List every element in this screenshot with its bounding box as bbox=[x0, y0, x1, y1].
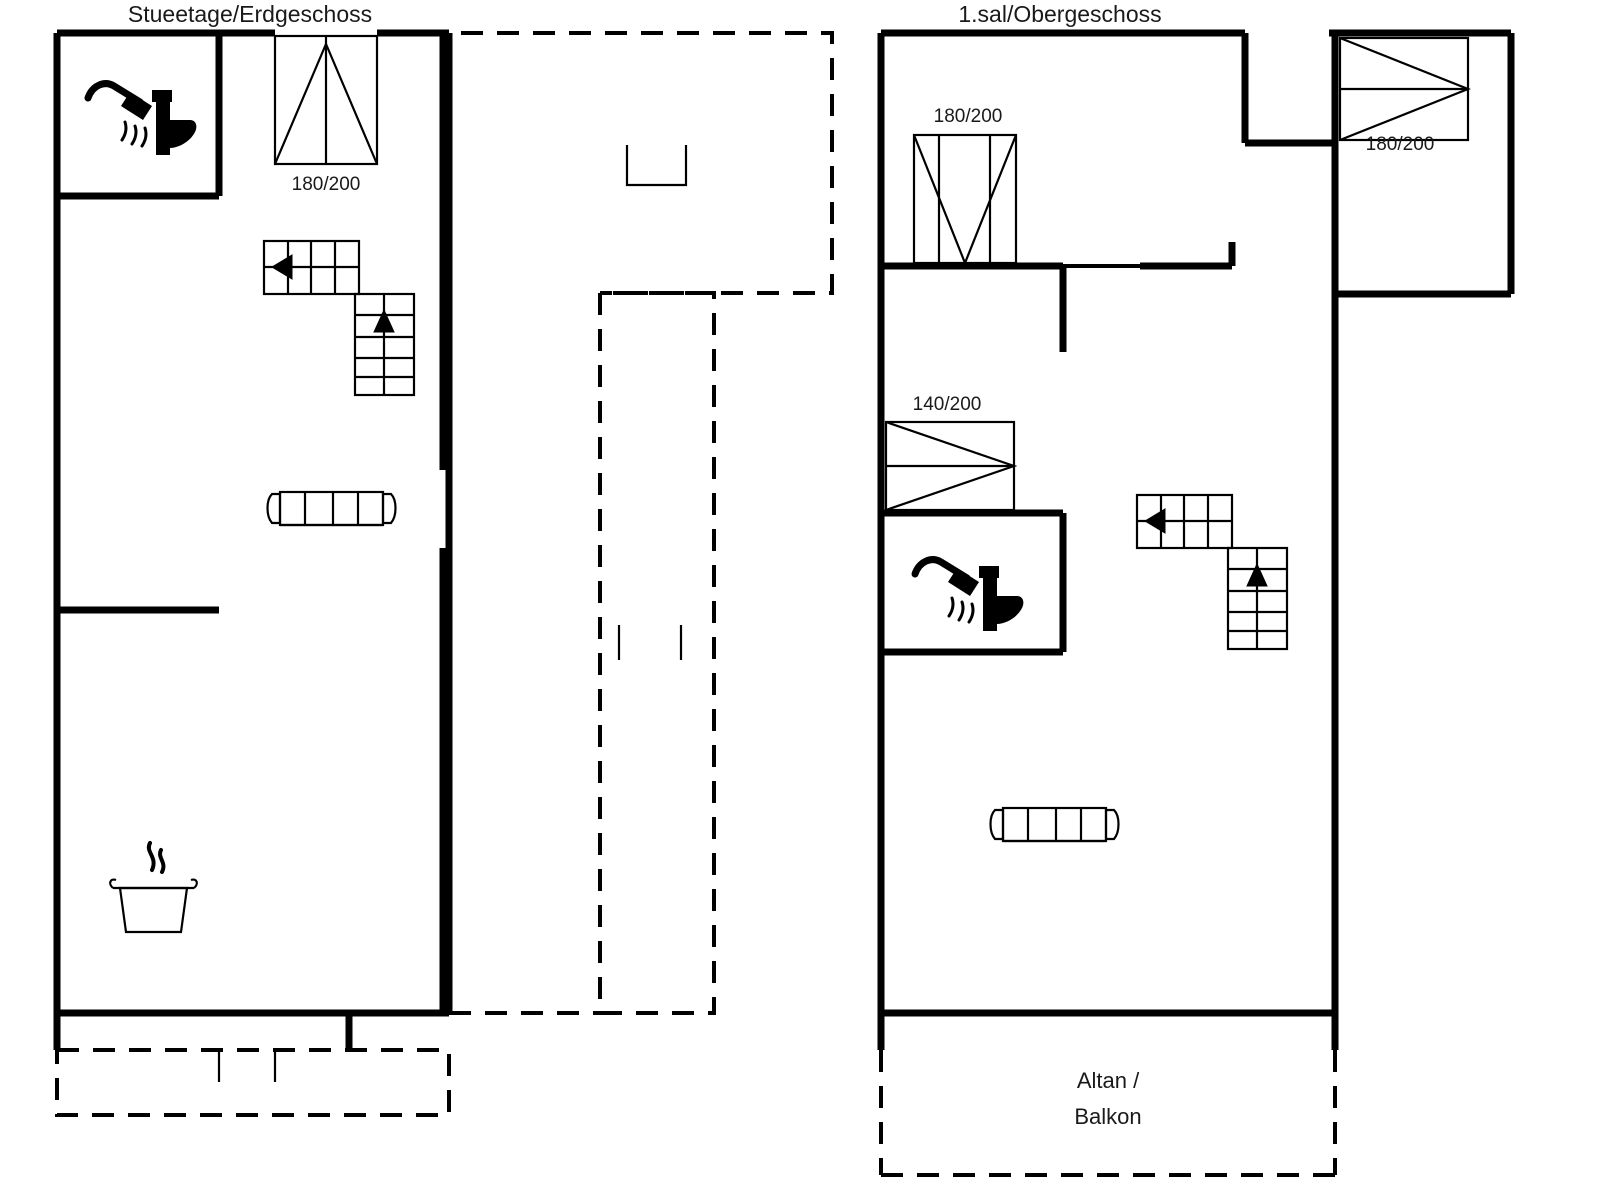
upper-floor-walls bbox=[881, 33, 1511, 1050]
toilet-icon bbox=[152, 90, 196, 155]
terrace-railing-ticks bbox=[219, 1050, 275, 1082]
toilet-icon-upper bbox=[979, 566, 1023, 631]
bed-dimension-label-ground: 180/200 bbox=[291, 174, 361, 195]
shower-icon bbox=[88, 84, 152, 146]
bed-dimension-label-upper-left: 180/200 bbox=[933, 106, 1003, 127]
bed-180-200-upper-right bbox=[1340, 38, 1468, 140]
sofa-icon-ground bbox=[268, 492, 396, 525]
ground-floor-walls bbox=[57, 33, 449, 1050]
corridor-ticks bbox=[619, 625, 681, 660]
sofa-icon-upper bbox=[991, 808, 1119, 841]
bed-180-200-ground bbox=[275, 36, 377, 164]
balcony-label-line2: Balkon bbox=[1074, 1104, 1142, 1129]
cooking-pot-icon bbox=[110, 843, 197, 932]
bed-dimension-label-upper-right: 180/200 bbox=[1365, 134, 1435, 155]
staircase-icon-ground bbox=[264, 241, 414, 395]
bed-180-200-upper-left bbox=[914, 135, 1016, 263]
bed-dimension-label-140: 140/200 bbox=[912, 394, 982, 415]
shower-icon-upper bbox=[915, 560, 979, 622]
upper-floor-plan bbox=[881, 33, 1511, 1175]
bed-140-200-upper bbox=[886, 422, 1014, 510]
staircase-icon-upper bbox=[1137, 495, 1287, 649]
balcony-label-line1: Altan / bbox=[1076, 1068, 1140, 1093]
ground-floor-title: Stueetage/Erdgeschoss bbox=[127, 1, 373, 27]
ground-floor-plan bbox=[57, 33, 832, 1115]
niche-shape bbox=[627, 145, 686, 185]
upper-floor-title: 1.sal/Obergeschoss bbox=[958, 1, 1162, 27]
